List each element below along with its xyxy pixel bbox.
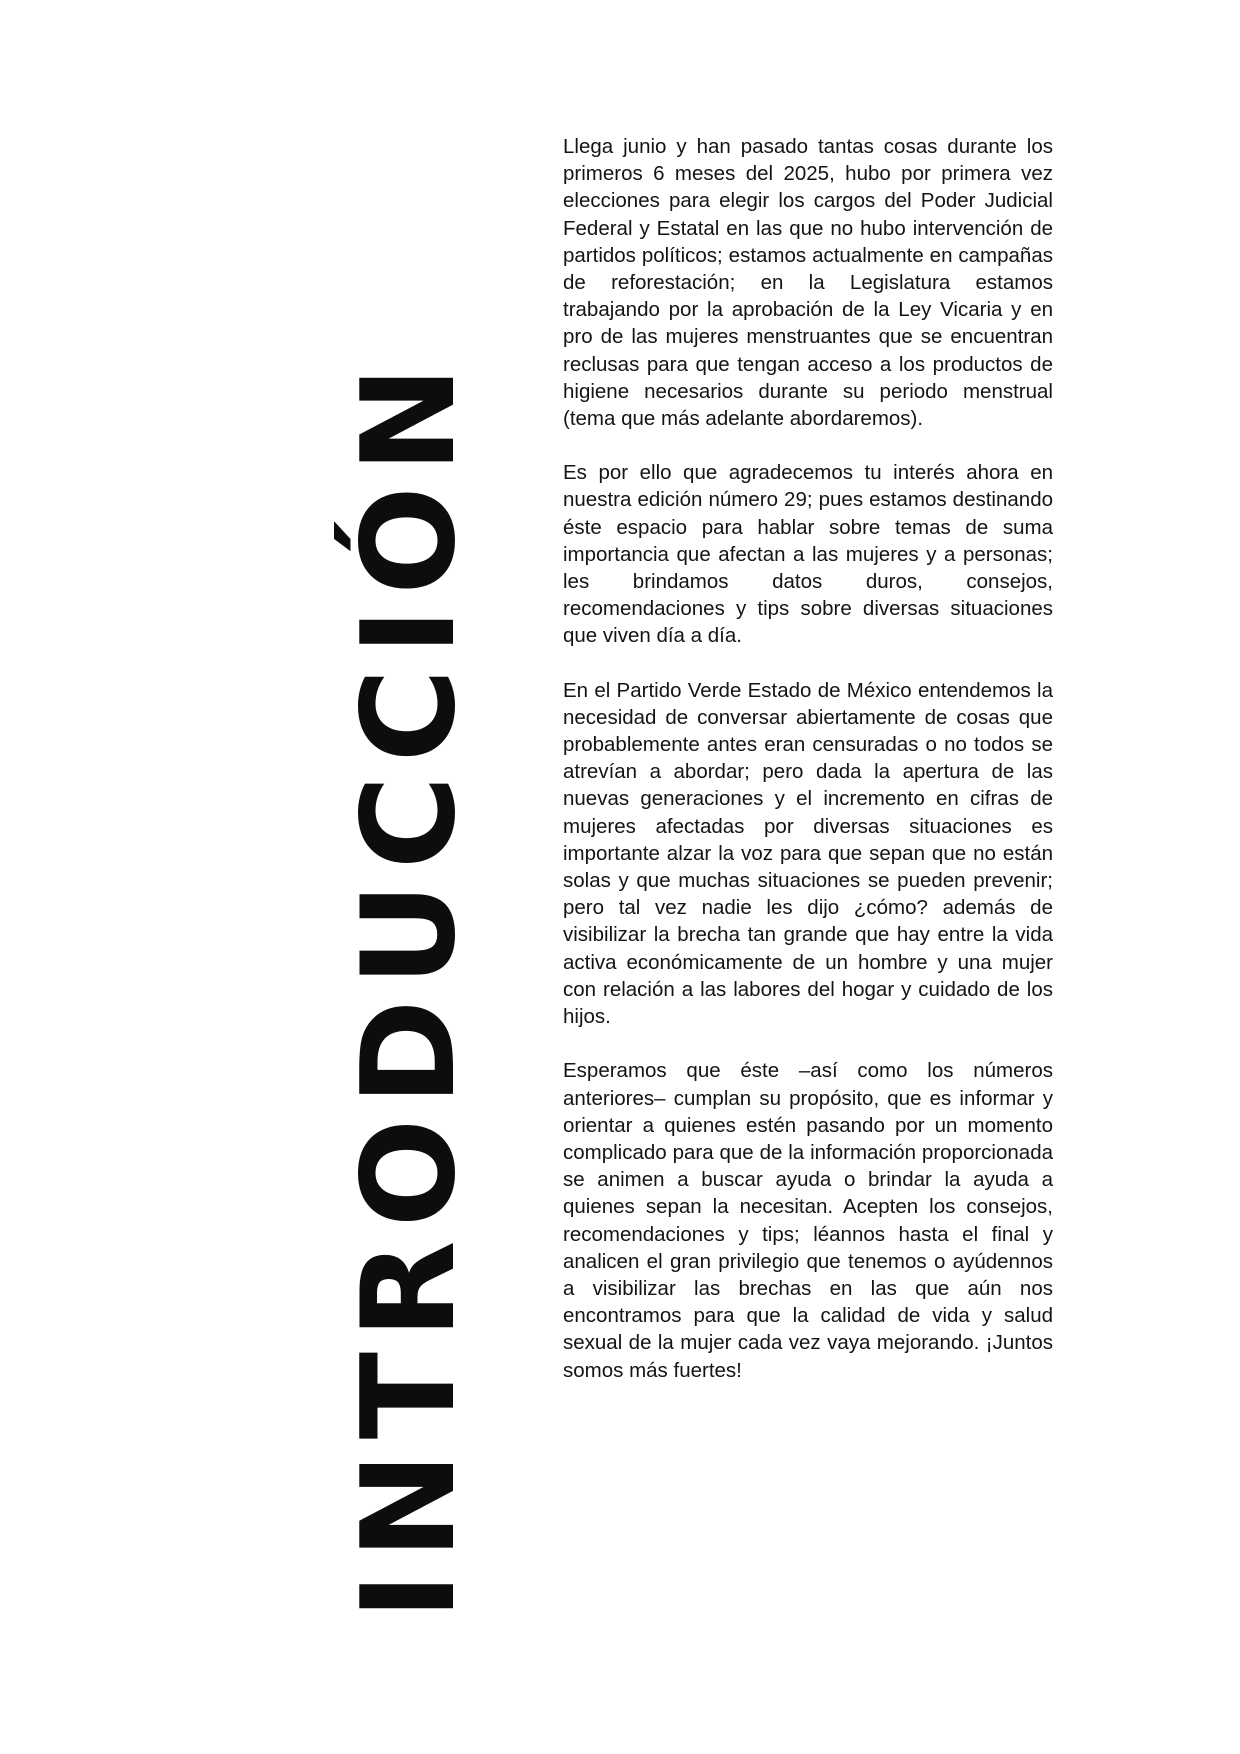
- paragraph-1: Llega junio y han pasado tantas cosas durante los primeros 6 meses del 2025, hubo por primera vez elecciones para elegir los cargos del Poder Judicial Federal y Estatal en las que no hubo intervención de partidos políticos; estamos actualmente en campañas de reforestación; en la Legislatura estamos trabajando por la aprobación de la Ley Vicaria y en pro de las mujeres menstruantes que se encuentran reclusas para que tengan acceso a los productos de higiene necesarios durante su periodo menstrual (tema que más adelante abordaremos).: [563, 135, 1053, 431]
- paragraph-2: Es por ello que agradecemos tu interés ahora en nuestra edición número 29; pues estamos destinando éste espacio para hablar sobre temas de suma importancia que afectan a las mujeres y a personas; les brindamos datos duros, consejos, recomendaciones y tips sobre diversas situaciones que viven día a día.: [563, 461, 1053, 648]
- body-text: [563, 133, 1053, 1613]
- page-title: INTRODUCCIÓN: [335, 352, 484, 1620]
- paragraph-4: Esperamos que éste –así como los números anteriores– cumplan su propósito, que es informar y orientar a quienes estén pasando por un momento complicado para que de la información proporcionada se animen a buscar ayuda o brindar la ayuda a quienes sepan la necesitan. Acepten los consejos, recomendaciones y tips; léannos hasta el final y analicen el gran privilegio que tenemos o ayúdennos a visibilizar las brechas en las que aún nos encontramos para que la calidad de vida y salud sexual de la mujer cada vez vaya mejorando. ¡Juntos somos más fuertes!: [563, 1059, 1053, 1382]
- vertical-title-container: [335, 352, 484, 1620]
- paragraph-3: En el Partido Verde Estado de México entendemos la necesidad de conversar abiertamente de cosas que probablemente antes eran censuradas o no todos se atrevían a abordar; pero dada la apertura de las nuevas generaciones y el incremento en cifras de mujeres afectadas por diversas situaciones es importante alzar la voz para que sepan que no están solas y que muchas situaciones se pueden prevenir; pero tal vez nadie les dijo ¿cómo? además de visibilizar la brecha tan grande que hay entre la vida activa económicamente de un hombre y una mujer con relación a las labores del hogar y cuidado de los hijos.: [563, 678, 1053, 1029]
